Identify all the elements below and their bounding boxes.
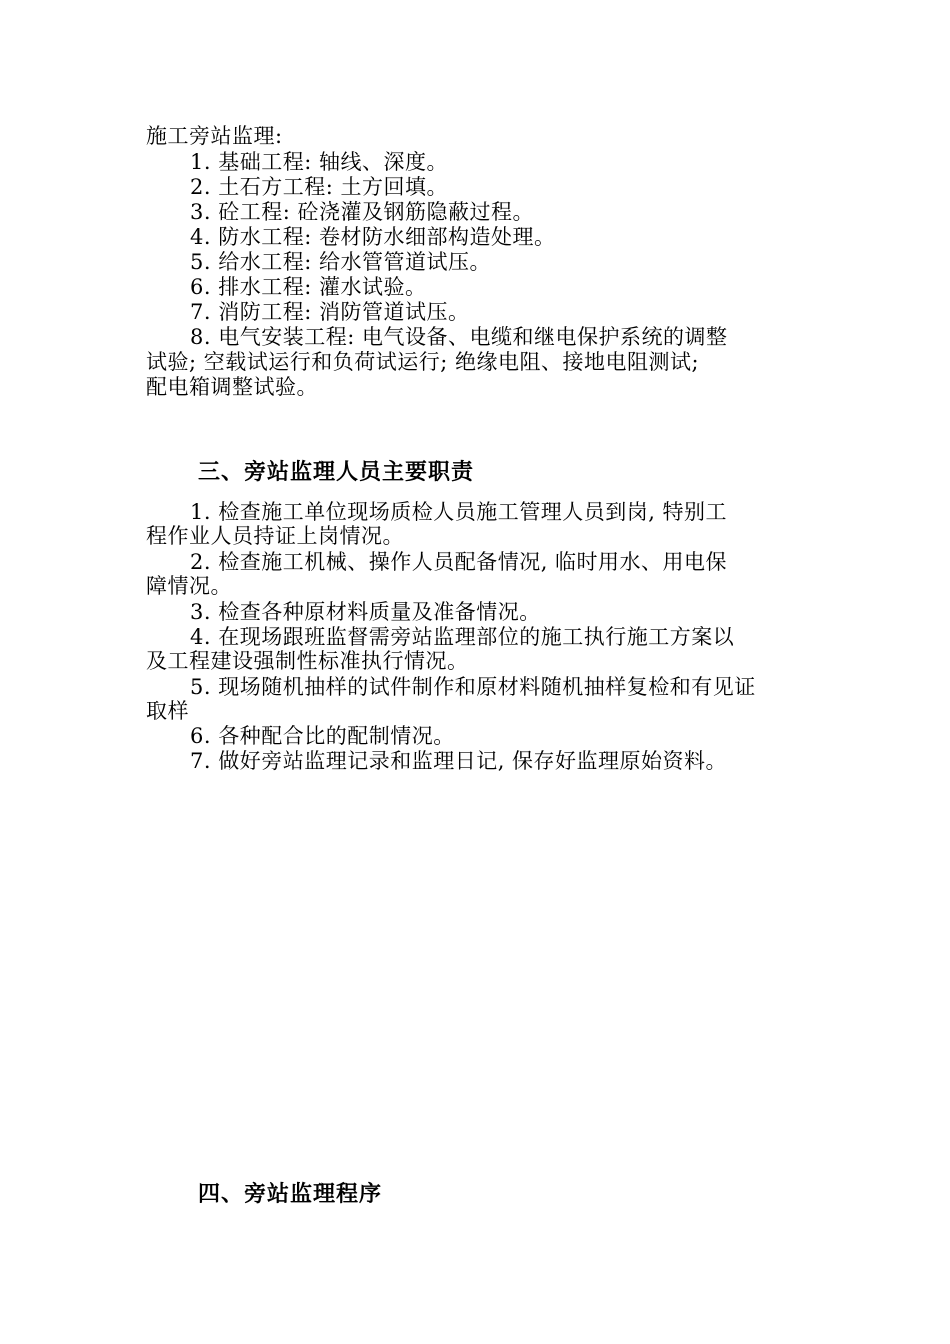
- intro-item-8-cont-2: 配电箱调整试验。: [146, 375, 318, 399]
- intro-item-2: 2. 土石方工程: 土方回填。: [190, 175, 448, 199]
- intro-item-8: 8. 电气安装工程: 电气设备、电缆和继电保护系统的调整: [190, 325, 728, 349]
- duty-item-6: 6. 各种配合比的配制情况。: [190, 724, 455, 748]
- intro-item-4: 4. 防水工程: 卷材防水细部构造处理。: [190, 225, 556, 249]
- section-three-heading: 三、旁站监理人员主要职责: [198, 459, 475, 485]
- duty-item-4: 4. 在现场跟班监督需旁站监理部位的施工执行施工方案以: [190, 625, 735, 649]
- duty-item-7: 7. 做好旁站监理记录和监理日记, 保存好监理原始资料。: [190, 749, 728, 773]
- intro-item-5: 5. 给水工程: 给水管管道试压。: [190, 250, 491, 274]
- intro-item-6: 6. 排水工程: 灌水试验。: [190, 275, 427, 299]
- duty-item-3: 3. 检查各种原材料质量及准备情况。: [190, 600, 541, 624]
- intro-item-7: 7. 消防工程: 消防管道试压。: [190, 300, 470, 324]
- intro-label: 施工旁站监理:: [146, 124, 283, 148]
- duty-item-2: 2. 检查施工机械、操作人员配备情况, 临时用水、用电保: [190, 550, 728, 574]
- duty-item-5-cont: 取样: [146, 699, 189, 723]
- section-four-heading: 四、旁站监理程序: [198, 1181, 383, 1207]
- duty-item-1: 1. 检查施工单位现场质检人员施工管理人员到岗, 特别工: [190, 500, 728, 524]
- duty-item-2-cont: 障情况。: [146, 574, 232, 598]
- duty-item-5: 5. 现场随机抽样的试件制作和原材料随机抽样复检和有见证: [190, 675, 756, 699]
- intro-item-1: 1. 基础工程: 轴线、深度。: [190, 150, 448, 174]
- intro-item-3: 3. 砼工程: 砼浇灌及钢筋隐蔽过程。: [190, 200, 534, 224]
- duty-item-1-cont: 程作业人员持证上岗情况。: [146, 524, 404, 548]
- intro-item-8-cont-1: 试验; 空载试运行和负荷试运行; 绝缘电阻、接地电阻测试;: [146, 350, 700, 374]
- duty-item-4-cont: 及工程建设强制性标准执行情况。: [146, 649, 469, 673]
